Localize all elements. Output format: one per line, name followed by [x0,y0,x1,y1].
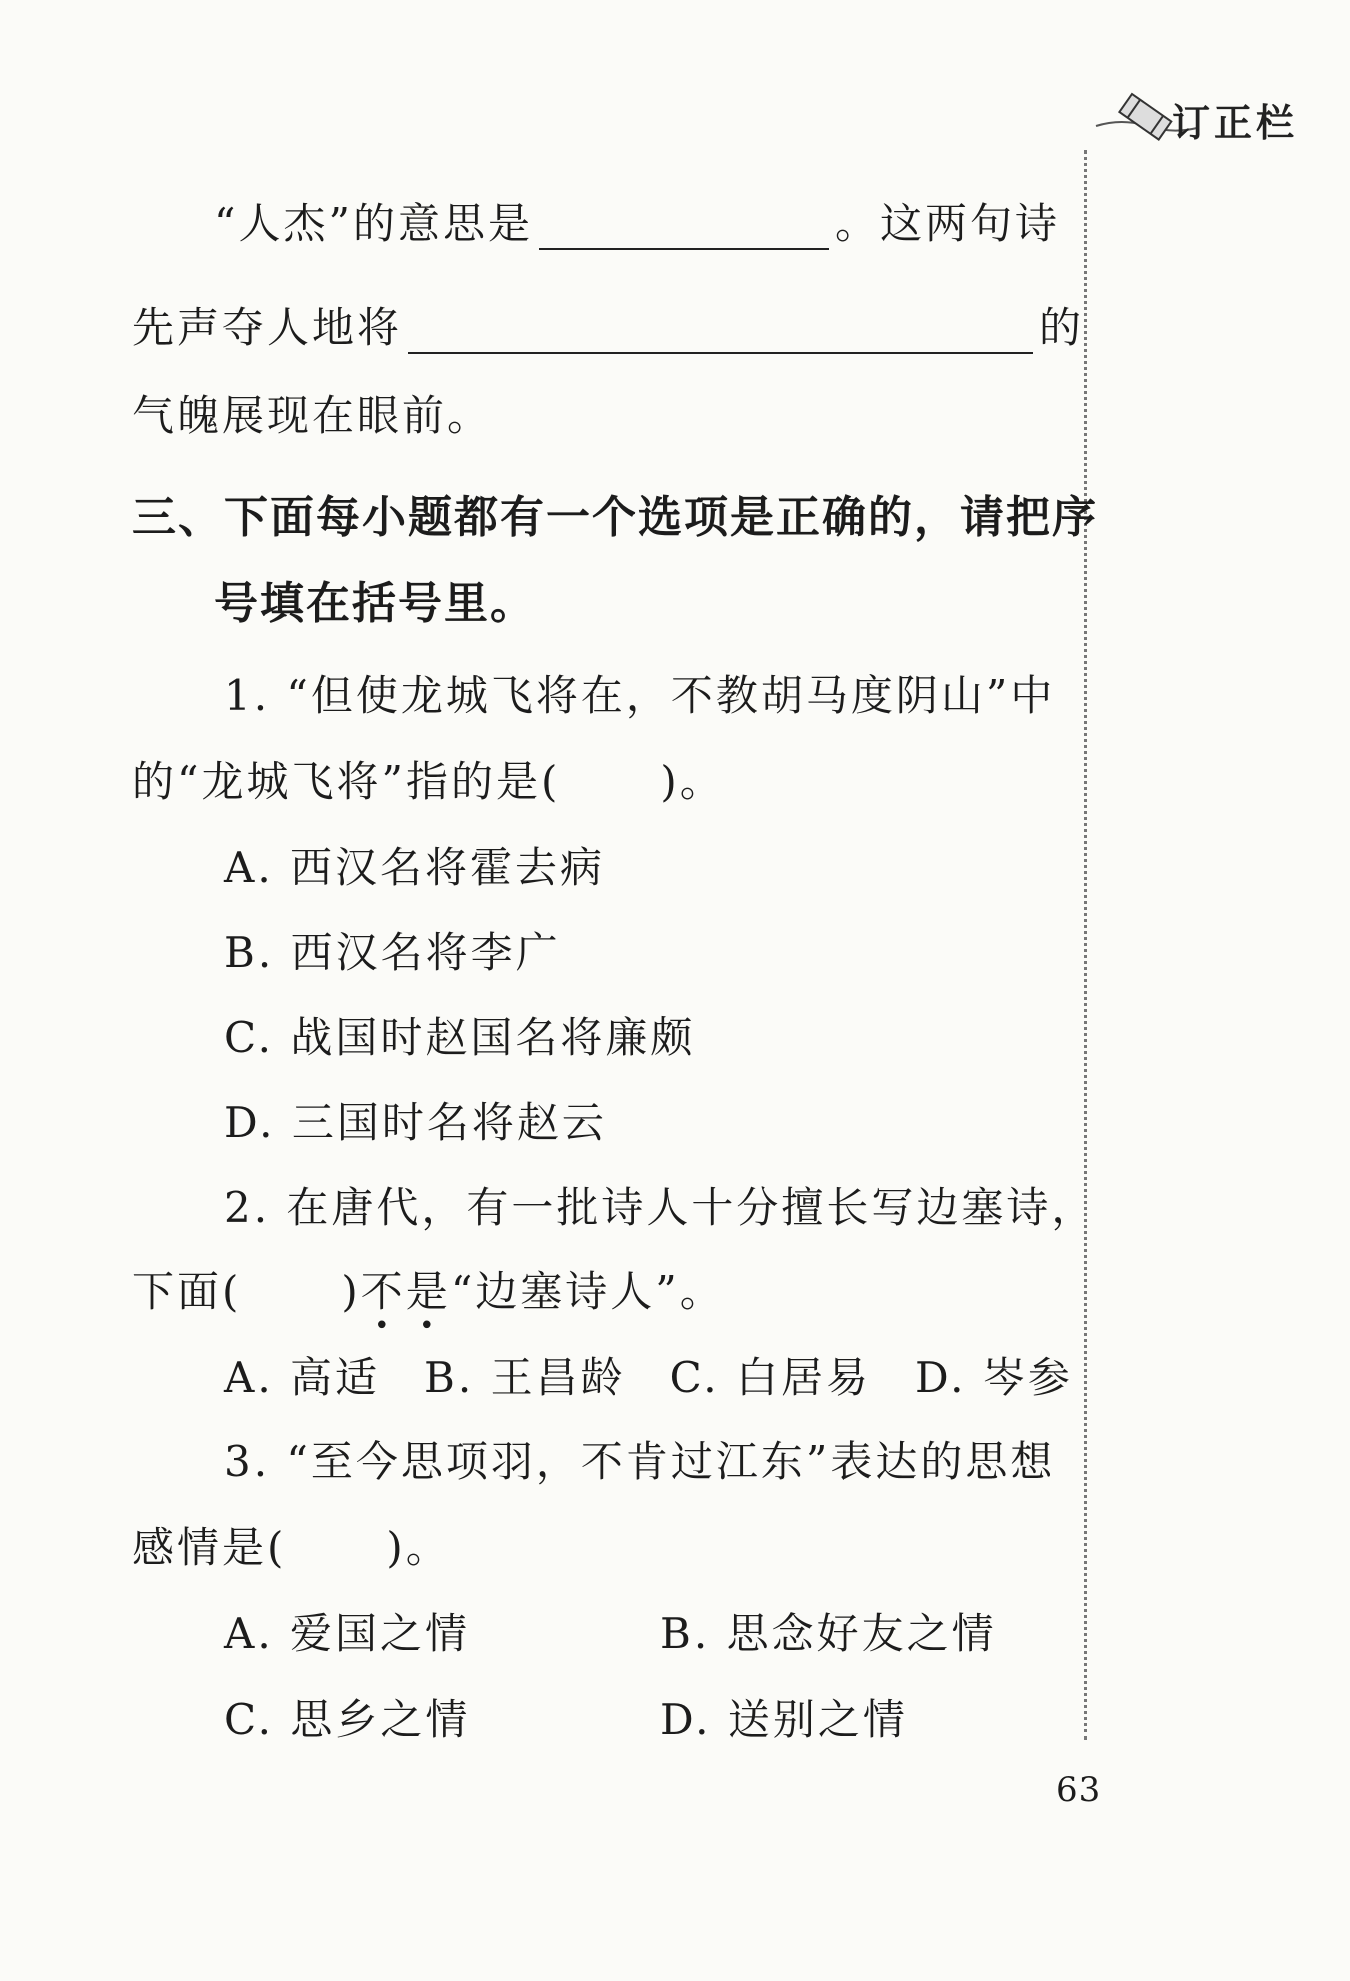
correction-column-label: 订正栏 [1172,101,1299,145]
q3-option-b: B. 思念好友之情 [660,1609,997,1658]
answer-paren-1[interactable] [560,756,660,808]
q1-option-c: C. 战国时赵国名将廉颇 [224,1013,696,1062]
q1-option-d: D. 三国时名将赵云 [224,1098,607,1147]
answer-blank-2[interactable] [408,316,1033,354]
emphasis-char: 是 [405,1267,451,1316]
emphasis-char: 不 [360,1267,406,1316]
q1-option-a: A. 西汉名将霍去病 [224,843,606,892]
question-3-line-2 [132,1522,451,1574]
text-segment: )。 [660,757,725,806]
question-2-line-1: 2. 在唐代，有一批诗人十分擅长写边塞诗， [224,1183,1097,1232]
section-heading: 三、下面每小题都有一个选项是正确的，请把序 [132,492,1098,543]
question-1-line-2 [132,756,725,808]
text-segment: 的“龙城飞将”指的是( [132,757,561,806]
q2-option-c: C. 白居易 [669,1353,871,1402]
text-segment: “人杰”的意思是 [214,199,533,248]
q2-option-a: A. 高适 [224,1353,381,1402]
q2-option-d: D. 岑参 [914,1353,1073,1402]
text-segment: “边塞诗人”。 [450,1267,725,1316]
text-segment: ) [341,1267,361,1316]
q1-option-b: B. 西汉名将李广 [224,928,561,977]
text-segment: 。这两句诗 [834,199,1060,248]
text-line-1 [214,198,1060,250]
text-line-2 [132,302,1084,354]
text-segment: 先声夺人地将 [132,303,403,352]
text-segment: 下面( [132,1267,242,1316]
answer-paren-3[interactable] [286,1522,386,1574]
section-heading-cont: 号填在括号里。 [214,578,536,629]
answer-paren-2[interactable] [241,1266,341,1318]
q2-option-b: B. 王昌龄 [424,1353,626,1402]
page-number: 63 [1056,1770,1102,1810]
margin-divider [1084,150,1087,1740]
answer-blank-1[interactable] [539,212,829,250]
text-segment: 感情是( [132,1523,287,1572]
text-segment: 的 [1039,303,1085,352]
q3-option-d: D. 送别之情 [660,1695,908,1744]
question-2-line-2 [132,1266,725,1318]
text-line-3: 气魄展现在眼前。 [132,391,493,440]
q2-options [224,1352,1073,1404]
q3-option-c: C. 思乡之情 [224,1695,471,1744]
text-segment: )。 [386,1523,451,1572]
question-3-line-1: 3. “至今思项羽，不肯过江东”表达的思想 [224,1437,1056,1486]
question-1-line-1: 1. “但使龙城飞将在，不教胡马度阴山”中 [224,671,1056,720]
q3-option-a: A. 爱国之情 [224,1609,471,1658]
